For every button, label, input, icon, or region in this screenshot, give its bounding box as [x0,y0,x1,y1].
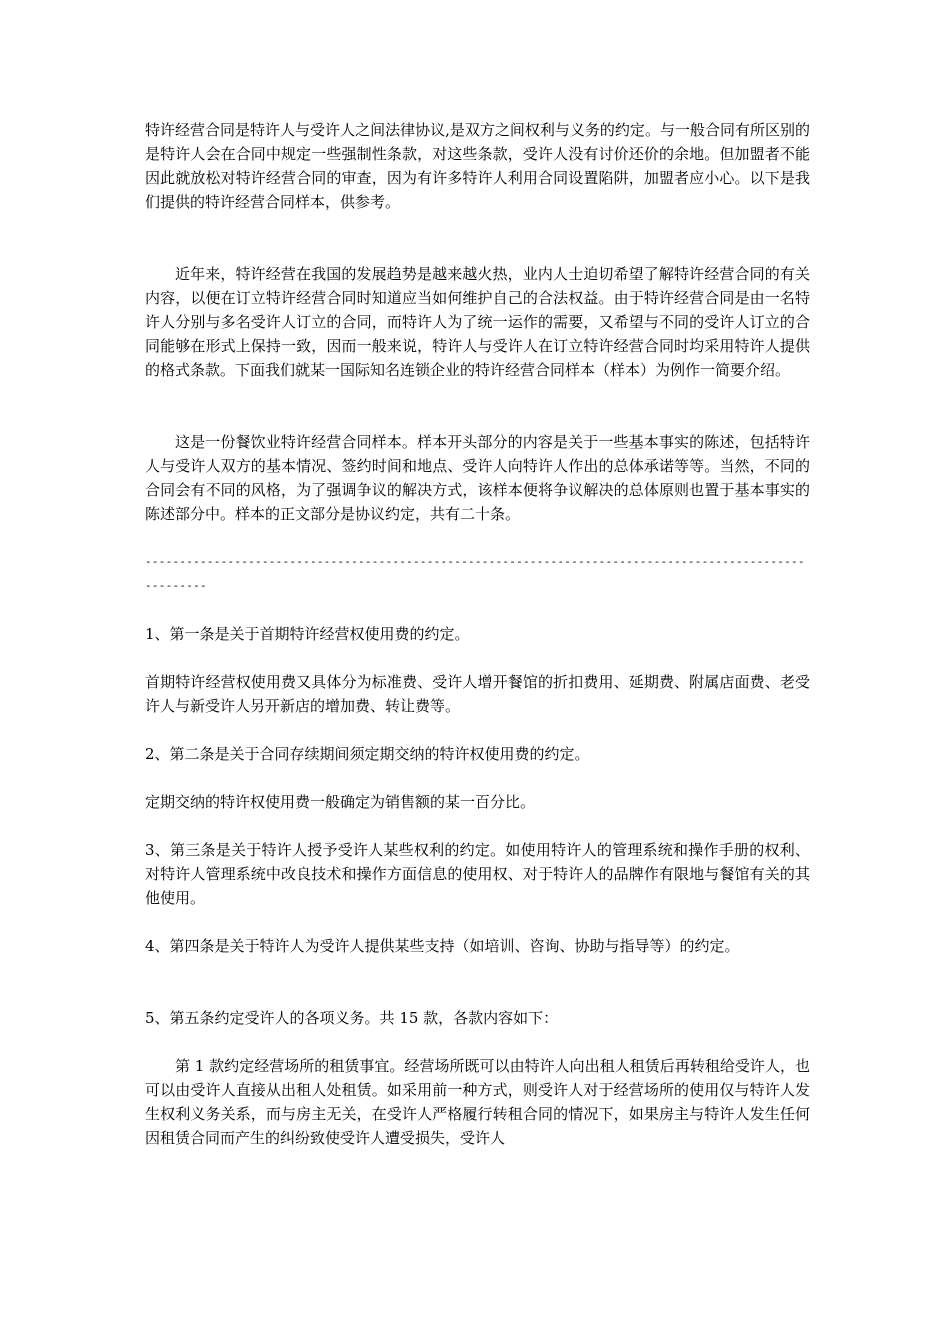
spacer [145,814,810,838]
spacer [145,526,810,550]
article-1-heading: 1、第一条是关于首期特许经营权使用费的约定。 [145,625,470,643]
spacer [145,214,810,262]
article-3: 3、第三条是关于特许人授予受许人某些权利的约定。如使用特许人的管理系统和操作手册的权利、对特许人管理系统中改良技术和操作方面信息的使用权、对于特许人的品牌作有限地与餐馆有关的其他使用。 [145,841,810,907]
article-2-heading: 2、第二条是关于合同存续期间须定期交纳的特许权使用费的约定。 [145,745,590,763]
spacer [145,598,810,622]
spacer [145,718,810,742]
spacer [145,646,810,670]
spacer [145,910,810,934]
article-2-detail: 定期交纳的特许权使用费一般确定为销售额的某一百分比。 [145,793,536,811]
paragraph-sample-overview: 这是一份餐饮业特许经营合同样本。样本开头部分的内容是关于一些基本事实的陈述，包括特许人与受许人双方的基本情况、签约时间和地点、受许人向特许人作出的总体承诺等等。当然，不同的合同会有不同的风格，为了强调争议的解决方式，该样本便将争议解决的总体原则也置于基本事实的陈述部分中。样本的正文部分是协议约定，共有二十条。 [145,433,810,523]
article-1-detail: 首期特许经营权使用费又具体分为标准费、受许人增开餐馆的折扣费用、延期费、附属店面费、老受许人与新受许人另开新店的增加费、转让费等。 [145,673,810,715]
document-body [145,118,810,1150]
article-4: 4、第四条是关于特许人为受许人提供某些支持（如培训、咨询、协助与指导等）的约定。 [145,937,740,955]
paragraph-trend: 近年来，特许经营在我国的发展趋势是越来越火热，业内人士迫切希望了解特许经营合同的有关内容，以便在订立特许经营合同时知道应当如何维护自己的合法权益。由于特许经营合同是由一名特许人分别与多名受许人订立的合同，而特许人为了统一运作的需要，又希望与不同的受许人订立的合同能够在形式上保持一致，因而一般来说，特许人与受许人在订立特许经营合同时均采用特许人提供的格式条款。下面我们就某一国际知名连锁企业的特许经营合同样本（样本）为例作一简要介绍。 [145,265,810,379]
spacer [145,382,810,430]
spacer [145,958,810,1006]
separator-line: --------------------------------------------------------------------------------------------------------- [145,555,805,592]
spacer [145,766,810,790]
article-5-clause-1: 第 1 款约定经营场所的租赁事宜。经营场所既可以由特许人向出租人租赁后再转租给受许人，也可以由受许人直接从出租人处租赁。如采用前一种方式，则受许人对于经营场所的使用仅与特许人发生权利义务关系，而与房主无关，在受许人严格履行转租合同的情况下，如果房主与特许人发生任何因租赁合同而产生的纠纷致使受许人遭受损失，受许人 [145,1057,810,1147]
article-5-heading: 5、第五条约定受许人的各项义务。共 15 款，各款内容如下： [145,1009,559,1027]
intro-paragraph: 特许经营合同是特许人与受许人之间法律协议,是双方之间权利与义务的约定。与一般合同有所区别的是特许人会在合同中规定一些强制性条款，对这些条款，受许人没有讨价还价的余地。但加盟者不能因此就放松对特许经营合同的审查，因为有许多特许人利用合同设置陷阱，加盟者应小心。以下是我们提供的特许经营合同样本，供参考。 [145,121,810,211]
spacer [145,1030,810,1054]
